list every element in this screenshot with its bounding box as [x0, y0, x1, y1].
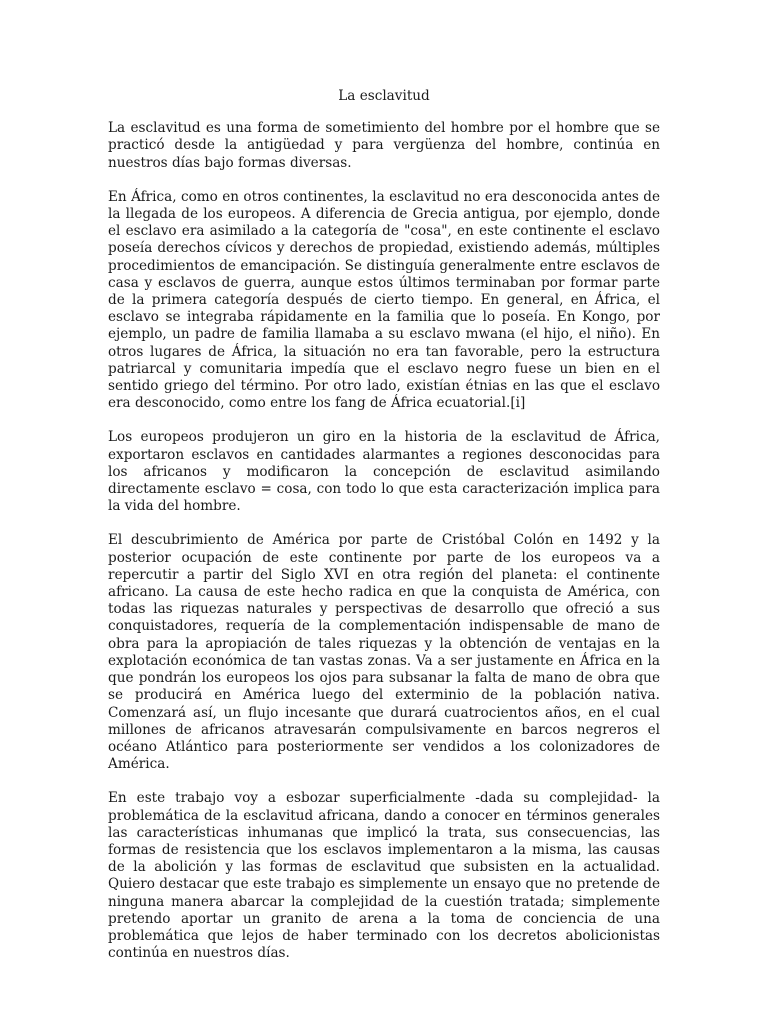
paragraph-america: El descubrimiento de América por parte de Cristóbal Colón en 1492 y la posterior ocupación de este continente por parte de los europeos va a repercutir a partir del Siglo XVI en otra región del planeta: el continente africano. La causa de este hecho radica en que la conquista de América, con todas las riquezas naturales y perspectivas de desarrollo que ofreció a sus conquistadores, requería de la complementación indispensable de mano de obra para la apropiación de tales riquezas y la obtención de ventajas en la explotación económica de tan vastas zonas. Va a ser justamente en África en la que pondrán los europeos los ojos para subsanar la falta de mano de obra que se producirá en América luego del exterminio de la población nativa. Comenzará así, un flujo incesante que durará cuatrocientos años, en el cual millones de africanos atravesarán compulsivamente en barcos negreros el océano Atlántico para posteriormente ser vendidos a los colonizadores de América.: [108, 532, 660, 773]
document-title: La esclavitud: [338, 88, 430, 104]
paragraph-europeans: Los europeos produjeron un giro en la historia de la esclavitud de África, exportaron esclavos en cantidades alarmantes a regiones desconocidas para los africanos y modificaron la concepción de esclavitud asimilando directamente esclavo = cosa, con todo lo que esta caracterización implica para la vida del hombre.: [108, 429, 660, 515]
paragraph-africa: En África, como en otros continentes, la esclavitud no era desconocida antes de la llegada de los europeos. A diferencia de Grecia antigua, por ejemplo, donde el esclavo era asimilado a la categoría de "cosa", en este continente el esclavo poseía derechos cívicos y derechos de propiedad, existiendo además, múltiples procedimientos de emancipación. Se distinguía generalmente entre esclavos de casa y esclavos de guerra, aunque estos últimos terminaban por formar parte de la primera categoría después de cierto tiempo. En general, en África, el esclavo se integraba rápidamente en la familia que lo poseía. En Kongo, por ejemplo, un padre de familia llamaba a su esclavo mwana (el hijo, el niño). En otros lugares de África, la situación no era tan favorable, pero la estructura patriarcal y comunitaria impedía que el esclavo negro fuese un bien en el sentido griego del término. Por otro lado, existían étnias en las que el esclavo era desconocido, como entre los fang de África ecuatorial.[i]: [108, 188, 660, 412]
paragraph-intro: La esclavitud es una forma de sometimiento del hombre por el hombre que se practicó desde la antigüedad y para vergüenza del hombre, continúa en nuestros días bajo formas diversas.: [108, 120, 660, 171]
paragraph-essay: En este trabajo voy a esbozar superficialmente -dada su complejidad- la problemática de la esclavitud africana, dando a conocer en términos generales las características inhumanas que implicó la trata, sus consecuencias, las formas de resistencia que los esclavos implementaron a la misma, las causas de la abolición y las formas de esclavitud que subsisten en la actualidad. Quiero destacar que este trabajo es simplemente un ensayo que no pretende de ninguna manera abarcar la complejidad de la cuestión tratada; simplemente pretendo aportar un granito de arena a la toma de conciencia de una problemática que lejos de haber terminado con los decretos abolicionistas continúa en nuestros días.: [108, 790, 660, 962]
document-page: [108, 88, 660, 979]
